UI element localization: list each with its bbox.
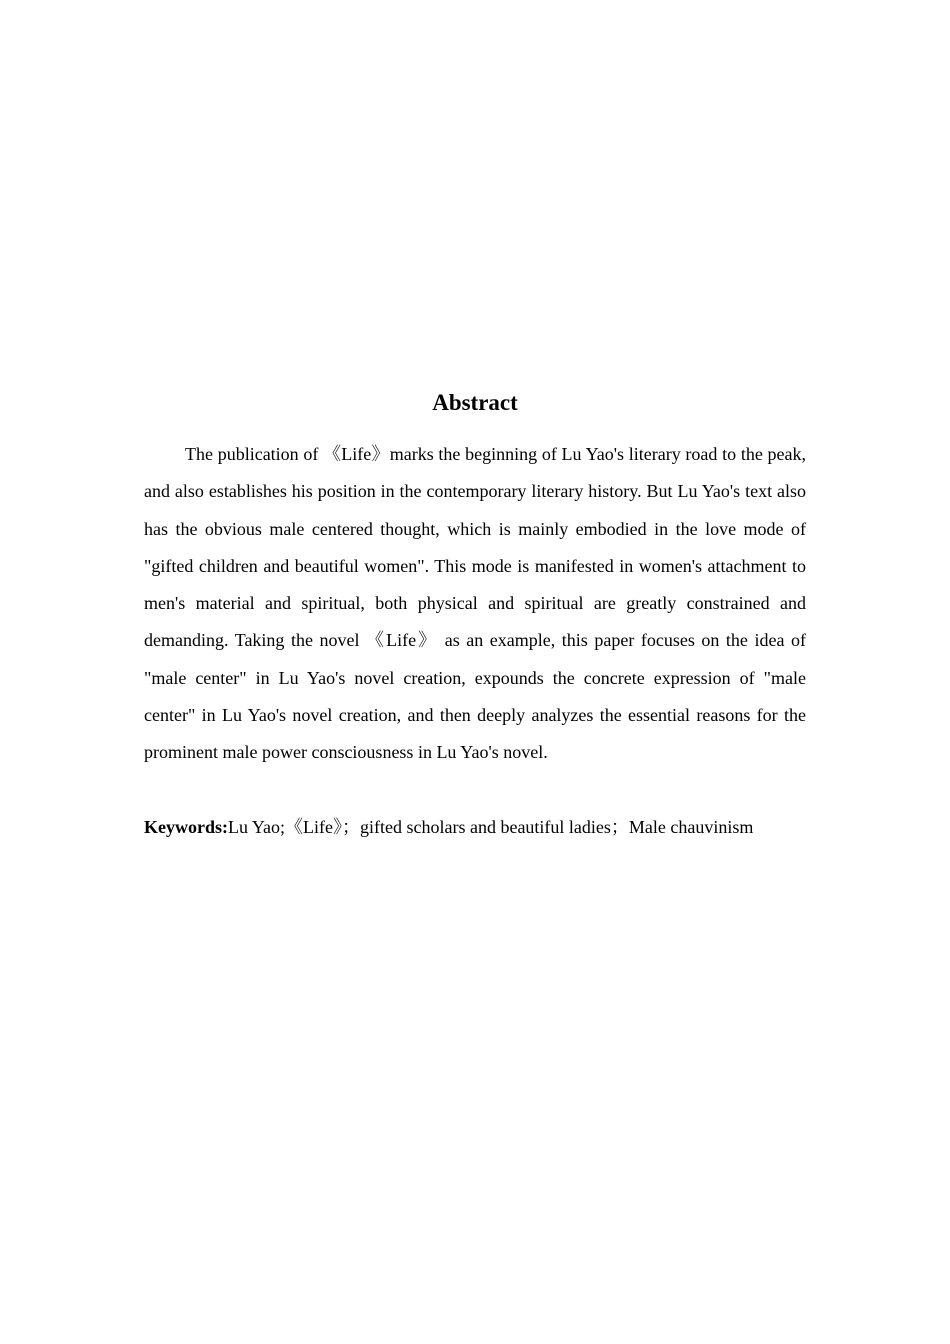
keywords-label: Keywords:: [144, 817, 228, 837]
keywords-line: [144, 810, 844, 844]
abstract-title: Abstract: [432, 390, 518, 415]
abstract-body: The publication of 《Life》marks the beginning of Lu Yao's literary road to the peak, and also establishes his position in the contemporary literary history. But Lu Yao's text also has the obvious male centered thought, which is mainly embodied in the love mode of "gifted children and beautiful women". This mode is manifested in women's attachment to men's material and spiritual, both physical and spiritual are greatly constrained and demanding. Taking the novel 《Life》 as an example, this paper focuses on the idea of "male center" in Lu Yao's novel creation, expounds the concrete expression of "male center" in Lu Yao's novel creation, and then deeply analyzes the essential reasons for the prominent male power consciousness in Lu Yao's novel.: [144, 444, 806, 763]
keywords-value: Lu Yao;《Life》；gifted scholars and beautiful ladies；Male chauvinism: [228, 817, 754, 837]
